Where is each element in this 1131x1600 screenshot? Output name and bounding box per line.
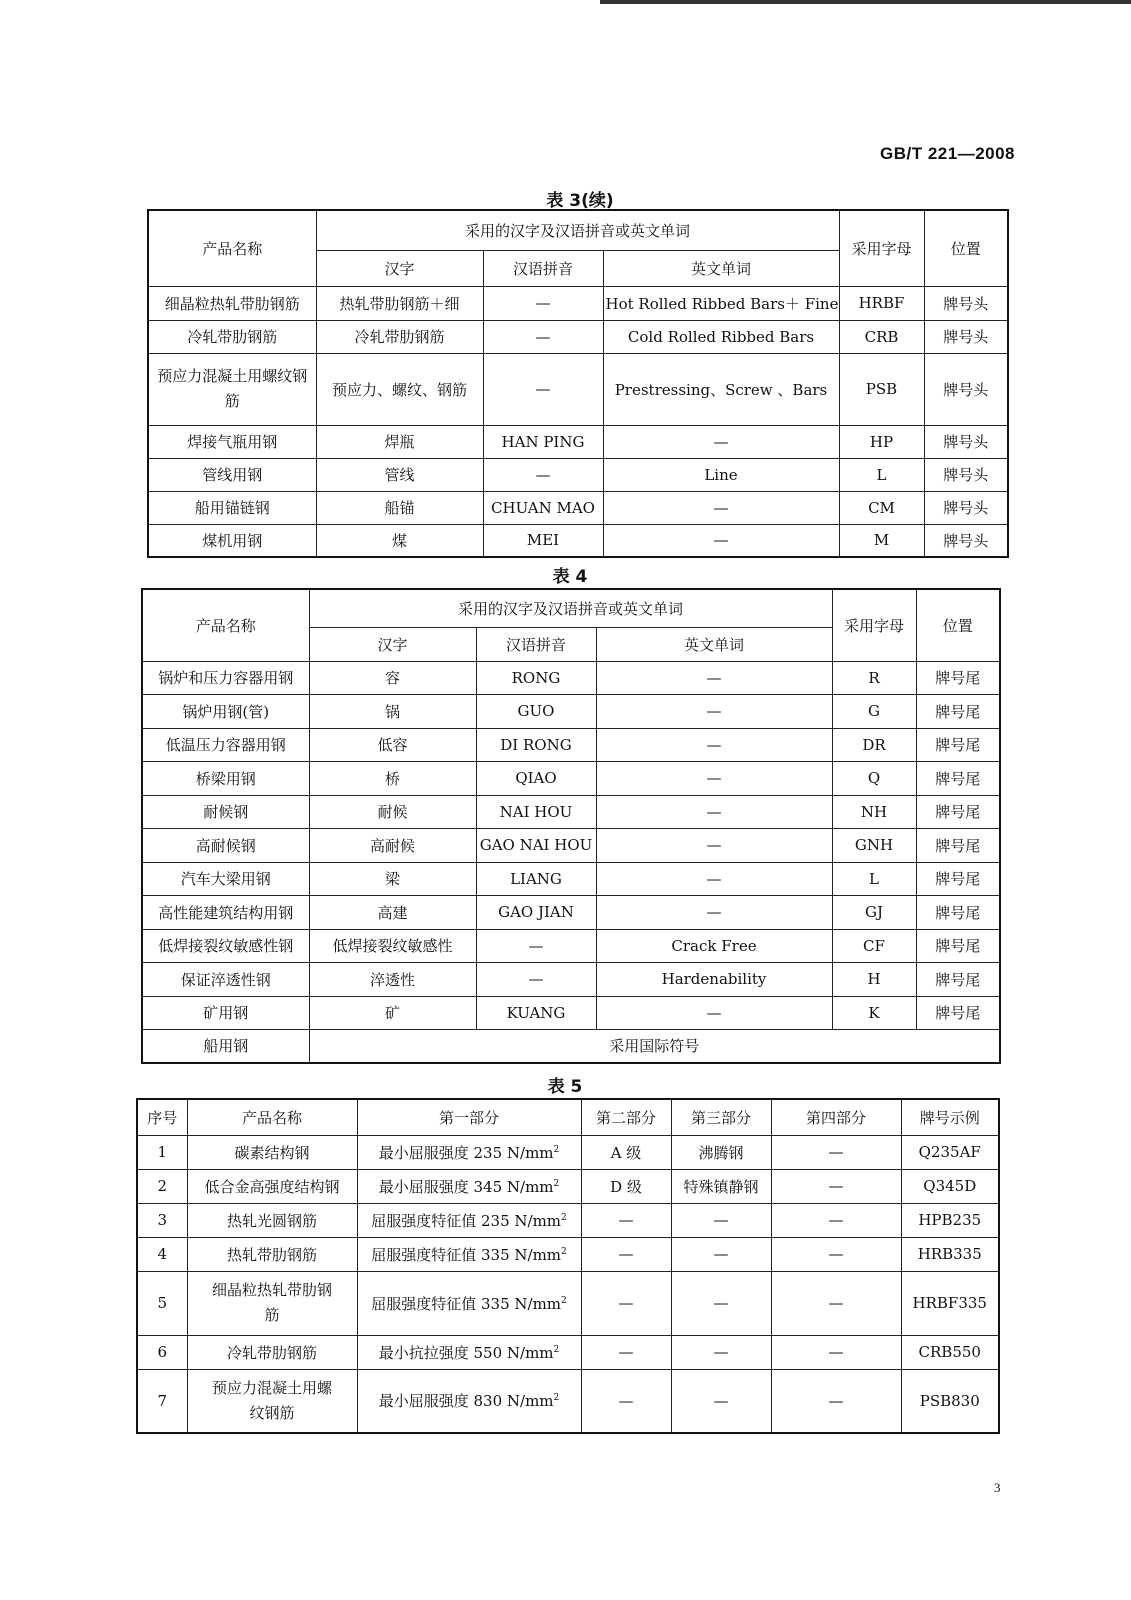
letter-cell: GJ <box>832 896 916 930</box>
seq-cell: 7 <box>137 1369 187 1433</box>
pinyin-cell: RONG <box>476 661 596 695</box>
position-cell: 牌号头 <box>924 524 1008 557</box>
seq-cell: 2 <box>137 1169 187 1203</box>
seq-cell: 1 <box>137 1135 187 1169</box>
english-cell: — <box>596 795 832 829</box>
table4-body <box>142 589 1000 1063</box>
part1-cell <box>357 1369 581 1433</box>
part1-text: 最小抗拉强度 550 N/mm <box>378 1343 554 1362</box>
table5-body <box>137 1099 999 1433</box>
english-cell: — <box>596 762 832 796</box>
position-cell: 牌号头 <box>924 286 1008 320</box>
part4-cell: — <box>771 1203 901 1237</box>
example-cell: PSB830 <box>901 1369 999 1433</box>
table-row <box>137 1271 999 1335</box>
table3-header-letter: 采用字母 <box>839 210 924 286</box>
position-cell: 牌号尾 <box>916 929 1000 963</box>
table5-header-seq: 序号 <box>137 1099 187 1135</box>
table-row <box>142 661 1000 695</box>
part4-cell: — <box>771 1135 901 1169</box>
part1-text: 屈服强度特征值 235 N/mm <box>371 1211 562 1230</box>
part4-cell: — <box>771 1335 901 1369</box>
part2-cell: — <box>581 1271 671 1335</box>
table5-header-part2: 第二部分 <box>581 1099 671 1135</box>
table5-header-example: 牌号示例 <box>901 1099 999 1135</box>
english-cell: — <box>603 425 839 458</box>
table3-header-english: 英文单词 <box>603 250 839 286</box>
part3-cell: — <box>671 1335 771 1369</box>
position-cell: 牌号尾 <box>916 661 1000 695</box>
product-name-cell: 桥梁用钢 <box>142 762 309 796</box>
part3-cell: — <box>671 1369 771 1433</box>
hanzi-cell: 低容 <box>309 728 476 762</box>
position-cell: 牌号尾 <box>916 963 1000 997</box>
table-row <box>148 524 1008 557</box>
part1-superscript: 2 <box>553 1178 560 1189</box>
part3-cell: — <box>671 1203 771 1237</box>
product-name-cell: 保证淬透性钢 <box>142 963 309 997</box>
part3-cell: 特殊镇静钢 <box>671 1169 771 1203</box>
letter-cell: R <box>832 661 916 695</box>
position-cell: 牌号头 <box>924 458 1008 491</box>
position-cell: 牌号尾 <box>916 728 1000 762</box>
pinyin-cell: — <box>476 963 596 997</box>
product-name-cell: 耐候钢 <box>142 795 309 829</box>
part1-cell <box>357 1335 581 1369</box>
pinyin-cell: — <box>483 286 603 320</box>
pinyin-cell: GAO NAI HOU <box>476 829 596 863</box>
product-name-cell: 船用钢 <box>142 1030 309 1063</box>
letter-cell: DR <box>832 728 916 762</box>
table4 <box>141 588 1001 1064</box>
hanzi-cell: 低焊接裂纹敏感性 <box>309 929 476 963</box>
table4-header-hanzi: 汉字 <box>309 627 476 661</box>
part2-cell: — <box>581 1369 671 1433</box>
table3-header-product: 产品名称 <box>148 210 316 286</box>
hanzi-cell: 预应力、螺纹、钢筋 <box>316 353 483 425</box>
table-row <box>142 829 1000 863</box>
hanzi-cell: 桥 <box>309 762 476 796</box>
product-name-cell: 高性能建筑结构用钢 <box>142 896 309 930</box>
part2-cell: — <box>581 1237 671 1271</box>
table-row <box>142 795 1000 829</box>
part1-superscript: 2 <box>553 1344 560 1355</box>
product-name-cell: 低合金高强度结构钢 <box>187 1169 357 1203</box>
position-cell: 牌号头 <box>924 425 1008 458</box>
part4-cell: — <box>771 1237 901 1271</box>
letter-cell: Q <box>832 762 916 796</box>
product-name-cell: 热轧带肋钢筋 <box>187 1237 357 1271</box>
english-cell: — <box>596 996 832 1030</box>
position-cell: 牌号尾 <box>916 695 1000 729</box>
part2-cell: — <box>581 1203 671 1237</box>
product-name-cell: 汽车大梁用钢 <box>142 862 309 896</box>
product-name-cell: 碳素结构钢 <box>187 1135 357 1169</box>
pinyin-cell: — <box>483 458 603 491</box>
part3-cell: — <box>671 1271 771 1335</box>
seq-cell: 6 <box>137 1335 187 1369</box>
table-row <box>142 762 1000 796</box>
hanzi-cell: 煤 <box>316 524 483 557</box>
part3-cell: — <box>671 1237 771 1271</box>
english-cell: — <box>596 829 832 863</box>
table-row <box>142 963 1000 997</box>
table3-header-group: 采用的汉字及汉语拼音或英文单词 <box>316 210 839 250</box>
english-cell: — <box>603 491 839 524</box>
part1-text: 最小屈服强度 345 N/mm <box>378 1177 554 1196</box>
product-name-cell: 锅炉和压力容器用钢 <box>142 661 309 695</box>
table4-caption: 表 4 <box>552 567 588 587</box>
table4-header-product: 产品名称 <box>142 589 309 661</box>
english-cell: Crack Free <box>596 929 832 963</box>
table-row <box>137 1335 999 1369</box>
product-name-cell: 细晶粒热轧带肋钢筋 <box>148 286 316 320</box>
table-row <box>142 1030 1000 1063</box>
table-row <box>137 1135 999 1169</box>
letter-cell: CM <box>839 491 924 524</box>
part1-text: 最小屈服强度 235 N/mm <box>378 1143 554 1162</box>
position-cell: 牌号尾 <box>916 795 1000 829</box>
letter-cell: GNH <box>832 829 916 863</box>
standard-number: GB/T 221—2008 <box>880 144 1016 163</box>
table3-header-position: 位置 <box>924 210 1008 286</box>
hanzi-cell: 锅 <box>309 695 476 729</box>
part4-cell: — <box>771 1369 901 1433</box>
part1-cell <box>357 1237 581 1271</box>
english-cell: Prestressing、Screw 、Bars <box>603 353 839 425</box>
position-cell: 牌号尾 <box>916 762 1000 796</box>
letter-cell: M <box>839 524 924 557</box>
letter-cell: CRB <box>839 320 924 353</box>
hanzi-cell: 冷轧带肋钢筋 <box>316 320 483 353</box>
product-name-cell: 煤机用钢 <box>148 524 316 557</box>
hanzi-cell: 焊瓶 <box>316 425 483 458</box>
product-name-cell: 锅炉用钢(管) <box>142 695 309 729</box>
product-name-cell: 预应力混凝土用螺纹钢筋 <box>148 353 316 425</box>
hanzi-cell: 梁 <box>309 862 476 896</box>
table4-header-group: 采用的汉字及汉语拼音或英文单词 <box>309 589 832 627</box>
seq-cell: 5 <box>137 1271 187 1335</box>
english-cell: — <box>596 728 832 762</box>
part4-cell: — <box>771 1169 901 1203</box>
letter-cell: HRBF <box>839 286 924 320</box>
position-cell: 牌号头 <box>924 320 1008 353</box>
letter-cell: HP <box>839 425 924 458</box>
table5-header-part4: 第四部分 <box>771 1099 901 1135</box>
product-name-cell: 低温压力容器用钢 <box>142 728 309 762</box>
letter-cell: G <box>832 695 916 729</box>
table-row <box>142 862 1000 896</box>
part2-cell: A 级 <box>581 1135 671 1169</box>
hanzi-cell: 热轧带肋钢筋＋细 <box>316 286 483 320</box>
letter-cell: K <box>832 996 916 1030</box>
english-cell: Cold Rolled Ribbed Bars <box>603 320 839 353</box>
part4-cell: — <box>771 1271 901 1335</box>
part1-superscript: 2 <box>553 1393 560 1404</box>
example-cell: Q235AF <box>901 1135 999 1169</box>
example-cell: HPB235 <box>901 1203 999 1237</box>
part1-text: 屈服强度特征值 335 N/mm <box>371 1294 562 1313</box>
english-cell: — <box>596 896 832 930</box>
english-cell: Hardenability <box>596 963 832 997</box>
letter-cell: NH <box>832 795 916 829</box>
part1-superscript: 2 <box>561 1295 567 1306</box>
example-cell: Q345D <box>901 1169 999 1203</box>
position-cell: 牌号尾 <box>916 896 1000 930</box>
part1-text: 最小屈服强度 830 N/mm <box>378 1392 554 1411</box>
pinyin-cell: KUANG <box>476 996 596 1030</box>
table-row <box>142 728 1000 762</box>
position-cell: 牌号头 <box>924 353 1008 425</box>
table5-header-product: 产品名称 <box>187 1099 357 1135</box>
table-row <box>142 996 1000 1030</box>
pinyin-cell: — <box>483 320 603 353</box>
product-name-cell: 冷轧带肋钢筋 <box>148 320 316 353</box>
table-row <box>148 425 1008 458</box>
pinyin-cell: GAO JIAN <box>476 896 596 930</box>
table-row <box>148 320 1008 353</box>
product-name-cell: 高耐候钢 <box>142 829 309 863</box>
table-row <box>148 353 1008 425</box>
part1-cell <box>357 1271 581 1335</box>
product-name-cell: 管线用钢 <box>148 458 316 491</box>
part2-cell: D 级 <box>581 1169 671 1203</box>
part3-cell: 沸腾钢 <box>671 1135 771 1169</box>
part1-cell <box>357 1169 581 1203</box>
part1-superscript: 2 <box>561 1246 567 1257</box>
product-name-cell: 低焊接裂纹敏感性钢 <box>142 929 309 963</box>
note-cell: 采用国际符号 <box>309 1030 1000 1063</box>
pinyin-cell: — <box>483 353 603 425</box>
letter-cell: L <box>839 458 924 491</box>
table5-caption: 表 5 <box>547 1077 583 1097</box>
product-name-cell: 船用锚链钢 <box>148 491 316 524</box>
table3-body <box>148 210 1008 557</box>
part1-text: 屈服强度特征值 335 N/mm <box>371 1245 562 1264</box>
english-cell: Hot Rolled Ribbed Bars＋ Fine <box>603 286 839 320</box>
position-cell: 牌号尾 <box>916 996 1000 1030</box>
product-name-cell: 细晶粒热轧带肋钢筋 <box>187 1271 357 1335</box>
english-cell: Line <box>603 458 839 491</box>
product-name-cell: 焊接气瓶用钢 <box>148 425 316 458</box>
position-cell: 牌号尾 <box>916 862 1000 896</box>
table5 <box>136 1098 1000 1434</box>
pinyin-cell: GUO <box>476 695 596 729</box>
page-number: 3 <box>994 1480 1001 1495</box>
pinyin-cell: CHUAN MAO <box>483 491 603 524</box>
table4-header-english: 英文单词 <box>596 627 832 661</box>
part2-cell: — <box>581 1335 671 1369</box>
table-row <box>137 1169 999 1203</box>
table-row <box>137 1203 999 1237</box>
pinyin-cell: — <box>476 929 596 963</box>
hanzi-cell: 管线 <box>316 458 483 491</box>
table4-header-letter: 采用字母 <box>832 589 916 661</box>
part1-superscript: 2 <box>553 1144 560 1155</box>
top-rule <box>0 0 1131 4</box>
hanzi-cell: 容 <box>309 661 476 695</box>
product-name-cell: 矿用钢 <box>142 996 309 1030</box>
table5-header-part3: 第三部分 <box>671 1099 771 1135</box>
hanzi-cell: 船锚 <box>316 491 483 524</box>
part1-cell <box>357 1135 581 1169</box>
example-cell: HRB335 <box>901 1237 999 1271</box>
letter-cell: PSB <box>839 353 924 425</box>
table3-header-pinyin: 汉语拼音 <box>483 250 603 286</box>
pinyin-cell: MEI <box>483 524 603 557</box>
english-cell: — <box>596 862 832 896</box>
pinyin-cell: HAN PING <box>483 425 603 458</box>
hanzi-cell: 高耐候 <box>309 829 476 863</box>
part1-cell <box>357 1203 581 1237</box>
example-cell: HRBF335 <box>901 1271 999 1335</box>
english-cell: — <box>596 661 832 695</box>
letter-cell: L <box>832 862 916 896</box>
pinyin-cell: LIANG <box>476 862 596 896</box>
letter-cell: H <box>832 963 916 997</box>
table-row <box>142 695 1000 729</box>
table-row <box>148 286 1008 320</box>
table-row <box>148 458 1008 491</box>
english-cell: — <box>596 695 832 729</box>
table-row <box>142 929 1000 963</box>
pinyin-cell: QIAO <box>476 762 596 796</box>
product-name-cell: 预应力混凝土用螺纹钢筋 <box>187 1369 357 1433</box>
pinyin-cell: NAI HOU <box>476 795 596 829</box>
table3-caption: 表 3(续) <box>546 191 614 211</box>
table-row <box>148 491 1008 524</box>
example-cell: CRB550 <box>901 1335 999 1369</box>
table-row <box>137 1237 999 1271</box>
hanzi-cell: 耐候 <box>309 795 476 829</box>
pinyin-cell: DI RONG <box>476 728 596 762</box>
part1-superscript: 2 <box>561 1212 567 1223</box>
table-row <box>137 1369 999 1433</box>
hanzi-cell: 淬透性 <box>309 963 476 997</box>
table5-header-part1: 第一部分 <box>357 1099 581 1135</box>
table4-header-position: 位置 <box>916 589 1000 661</box>
table3-header-hanzi: 汉字 <box>316 250 483 286</box>
table4-header-pinyin: 汉语拼音 <box>476 627 596 661</box>
seq-cell: 3 <box>137 1203 187 1237</box>
product-name-cell: 冷轧带肋钢筋 <box>187 1335 357 1369</box>
hanzi-cell: 高建 <box>309 896 476 930</box>
letter-cell: CF <box>832 929 916 963</box>
table3 <box>147 209 1009 558</box>
position-cell: 牌号尾 <box>916 829 1000 863</box>
product-name-cell: 热轧光圆钢筋 <box>187 1203 357 1237</box>
seq-cell: 4 <box>137 1237 187 1271</box>
table-row <box>142 896 1000 930</box>
hanzi-cell: 矿 <box>309 996 476 1030</box>
english-cell: — <box>603 524 839 557</box>
position-cell: 牌号头 <box>924 491 1008 524</box>
